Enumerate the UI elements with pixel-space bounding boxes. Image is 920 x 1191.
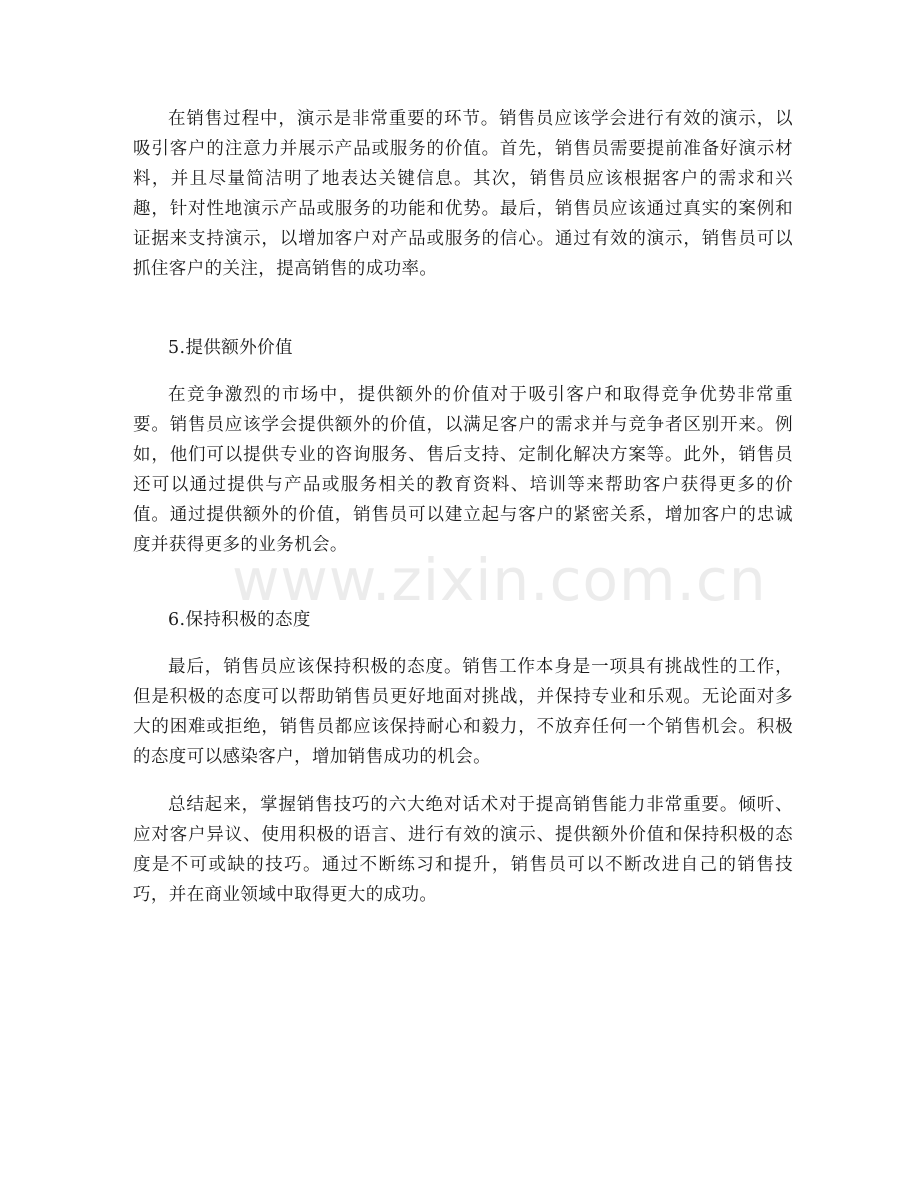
- watermark: www.zixin.com.cn: [232, 546, 767, 614]
- paragraph-extra-value: 在竞争激烈的市场中，提供额外的价值对于吸引客户和取得竞争优势非常重要。销售员应该学会提供额外的价值，以满足客户的需求并与竞争者区别开来。例如，他们可以提供专业的咨询服务、售后支持、定制化解决方案等。此外，销售员还可以通过提供与产品或服务相关的教育资料、培训等来帮助客户获得更多的价值。通过提供额外的价值，销售员可以建立起与客户的紧密关系，增加客户的忠诚度并获得更多的业务机会。: [133, 385, 793, 555]
- paragraph-summary: 总结起来，掌握销售技巧的六大绝对话术对于提高销售能力非常重要。倾听、应对客户异议、使用积极的语言、进行有效的演示、提供额外价值和保持积极的态度是不可或缺的技巧。通过不断练习和提升，销售员可以不断改进自己的销售技巧，并在商业领域中取得更大的成功。: [133, 795, 793, 905]
- section-heading-5: 5.提供额外价值: [168, 338, 293, 358]
- paragraph-presentation: 在销售过程中，演示是非常重要的环节。销售员应该学会进行有效的演示，以吸引客户的注意力并展示产品或服务的价值。首先，销售员需要提前准备好演示材料，并且尽量简洁明了地表达关键信息。其次，销售员应该根据客户的需求和兴趣，针对性地演示产品或服务的功能和优势。最后，销售员应该通过真实的案例和证据来支持演示，以增加客户对产品或服务的信心。通过有效的演示，销售员可以抓住客户的关注，提高销售的成功率。: [133, 109, 793, 279]
- paragraph-positive-attitude: 最后，销售员应该保持积极的态度。销售工作本身是一项具有挑战性的工作，但是积极的态度可以帮助销售员更好地面对挑战，并保持专业和乐观。无论面对多大的困难或拒绝，销售员都应该保持耐心和毅力，不放弃任何一个销售机会。积极的态度可以感染客户，增加销售成功的机会。: [133, 657, 793, 767]
- section-heading-6: 6.保持积极的态度: [168, 610, 311, 630]
